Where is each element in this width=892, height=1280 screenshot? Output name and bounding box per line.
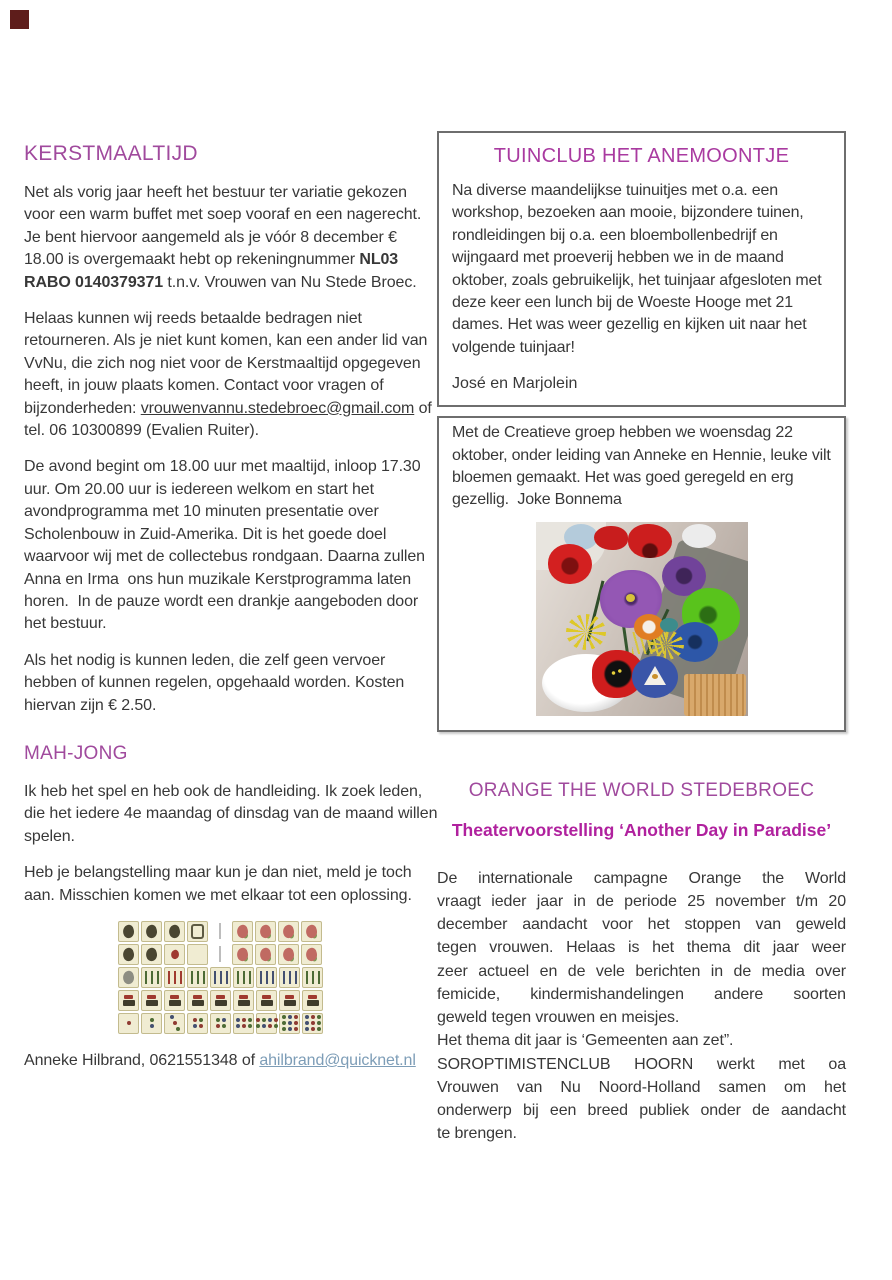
orange-paragraph-line: Het thema dit jaar is ‘Gemeenten aan zet”. bbox=[437, 1032, 734, 1050]
tuinclub-signature: José en Marjolein bbox=[452, 375, 578, 393]
mahjong-tile-row bbox=[118, 967, 330, 988]
mahjong-tile bbox=[210, 967, 231, 988]
mahjong-tile bbox=[164, 967, 185, 988]
creatieve-groep-box bbox=[437, 416, 846, 732]
mahjong-tile bbox=[141, 921, 162, 942]
flower-photo-shape bbox=[594, 526, 628, 550]
orange-paragraph bbox=[437, 867, 846, 1145]
flower-photo-shape bbox=[684, 674, 746, 716]
p1-text: Net als vorig jaar heeft het bestuur ter variatie gekozen voor een warm buffet met soep vooraf en een nagerecht. Je bent hiervoor aangemeld als je vóór 8 december € 18.00 is overgemaakt hebt op rekeningnummer bbox=[24, 184, 430, 269]
orange-paragraph-line: De internationale campagne Orange the World bbox=[437, 869, 846, 887]
bank-account-number: NL03 RABO 0140379371 bbox=[24, 251, 403, 291]
p1-text-end: t.n.v. Vrouwen van Nu Stede Broec. bbox=[163, 273, 417, 291]
orange-the-world-section bbox=[437, 780, 846, 1145]
orange-heading: ORANGE THE WORLD STEDEBROEC bbox=[468, 779, 815, 801]
gmail-email-link[interactable]: vrouwenvannu.stedebroec@gmail.com bbox=[140, 399, 415, 417]
mahjong-tile bbox=[233, 1013, 254, 1034]
mahjong-tiles-image bbox=[118, 921, 330, 1034]
mahjong-tile bbox=[301, 944, 322, 965]
kerstmaaltijd-paragraph-3: De avond begint om 18.00 uur met maaltijd, inloop 17.30 uur. Om 20.00 uur is iedereen welkom en start het avondprogramma met 10 minuten presentatie over Scholenbouw in Zuid-Amerika. Dit is het goede doel waarvoor wij met de collectebus rondgaan. Daarna zullen Anna en Irma ons hun muzikale Kerstprogramma laten horen. In de pauze wordt een drankje aangeboden door het bestuur. bbox=[24, 458, 429, 633]
mahjong-tile-row bbox=[118, 944, 330, 965]
p2-text-end: of tel. 06 10300899 (Evalien Ruiter). bbox=[24, 399, 437, 440]
orange-paragraph-line: zeer actueel en de vele berichten in de media over bbox=[437, 962, 846, 980]
theater-subheading: Theatervoorstelling ‘Another Day in Paradise’ bbox=[451, 819, 832, 840]
mahjong-tile bbox=[164, 990, 185, 1011]
mahjong-tile bbox=[302, 967, 323, 988]
kerstmaaltijd-paragraph-4: Als het nodig is kunnen leden, die zelf geen vervoer hebben of kunnen regelen, opgehaald worden. Kosten hiervan zijn € 2.50. bbox=[24, 651, 409, 714]
mahjong-tile bbox=[118, 967, 139, 988]
flower-photo-shape bbox=[610, 668, 624, 678]
p2-text: Helaas kunnen wij reeds betaalde bedragen niet retourneren. Als je niet kunt komen, kan een ander lid van VvNu, die zich nog niet voor de Kerstmaaltijd opgegeven heeft, in jouw plaats komen. Contact voor vragen of bijzonderheden: bbox=[24, 310, 432, 417]
mahjong-tile bbox=[164, 944, 185, 965]
orange-paragraph-line: vraagt ieder jaar in de periode 25 november t/m 20 bbox=[437, 893, 846, 911]
orange-paragraph-line: Vrouwen van Nu Noord-Holland samen om het bbox=[437, 1078, 846, 1096]
orange-paragraph-line: SOROPTIMISTENCLUB HOORN werkt met oa bbox=[437, 1055, 846, 1073]
orange-paragraph-line: te brengen. bbox=[437, 1125, 517, 1143]
mahjong-gap bbox=[210, 944, 230, 965]
mahjong-tile bbox=[256, 1013, 277, 1034]
tuinclub-heading: TUINCLUB HET ANEMOONTJE bbox=[493, 145, 790, 167]
mahjong-tile bbox=[118, 944, 139, 965]
mahjong-tile bbox=[187, 967, 208, 988]
mahjong-tile bbox=[118, 990, 139, 1011]
corner-mark bbox=[10, 10, 29, 29]
mahjong-tile bbox=[278, 921, 299, 942]
mahjong-tile bbox=[256, 990, 277, 1011]
mahjong-gap bbox=[210, 921, 230, 942]
flower-photo-shape bbox=[634, 614, 664, 640]
felt-flowers-photo bbox=[536, 522, 748, 716]
left-column bbox=[24, 142, 442, 1086]
mahjong-tile bbox=[232, 921, 253, 942]
mahjong-tile bbox=[210, 1013, 231, 1034]
mahjong-tile bbox=[279, 990, 300, 1011]
right-column bbox=[437, 131, 846, 1145]
flower-photo-shape bbox=[628, 524, 672, 558]
mahjong-tile bbox=[256, 967, 277, 988]
mahjong-tile bbox=[187, 944, 208, 965]
mahjong-tile bbox=[279, 1013, 300, 1034]
orange-paragraph-line: onderwerp bij een breed publiek onder de aandacht bbox=[437, 1101, 846, 1119]
mahjong-tile bbox=[210, 990, 231, 1011]
mahjong-tile bbox=[279, 967, 300, 988]
mahjong-paragraph-2: Heb je belangstelling maar kun je dan niet, meld je toch aan. Misschien komen we met elkaar tot een oplossing. bbox=[24, 864, 416, 904]
mahjong-tile bbox=[255, 944, 276, 965]
mahjong-tile bbox=[302, 1013, 323, 1034]
orange-paragraph-line: december aandacht voor het stoppen van geweld bbox=[437, 916, 846, 934]
mahjong-tile-row bbox=[118, 990, 330, 1011]
mahjong-tile bbox=[302, 990, 323, 1011]
mahjong-tile bbox=[118, 921, 139, 942]
flower-photo-shape bbox=[566, 614, 606, 650]
orange-paragraph-line: femicide, kindermishandelingen andere soorten bbox=[437, 985, 846, 1003]
orange-paragraph-line: tegen vrouwen. Helaas is het thema dit jaar weer bbox=[437, 939, 846, 957]
mahjong-tile-row bbox=[118, 921, 330, 942]
kerstmaaltijd-paragraph-1 bbox=[24, 182, 438, 294]
flower-photo-shape bbox=[652, 674, 658, 679]
tuinclub-box bbox=[437, 131, 846, 407]
orange-paragraph-line: geweld tegen vrouwen en meisjes. bbox=[437, 1009, 680, 1027]
mahjong-tile bbox=[141, 1013, 162, 1034]
mahjong-tile bbox=[233, 967, 254, 988]
mahjong-tile bbox=[255, 921, 276, 942]
flower-photo-shape bbox=[548, 544, 592, 584]
quicknet-email-link[interactable]: ahilbrand@quicknet.nl bbox=[259, 1051, 416, 1069]
mahjong-tile-row bbox=[118, 1013, 330, 1034]
mahjong-tile bbox=[187, 1013, 208, 1034]
creatieve-body: Met de Creatieve groep hebben we woensdag 22 oktober, onder leiding van Anneke en Hennie, leuke vilt bloemen gemaakt. Het was goed geregeld en erg gezellig. Joke Bonnema bbox=[452, 424, 835, 509]
mahjong-tile bbox=[301, 921, 322, 942]
tuinclub-body: Na diverse maandelijkse tuinuitjes met o.a. een workshop, bezoeken aan mooie, bijzondere tuinen, rondleidingen bij o.a. een bloembollenbedrijf en wijngaard met proeverij hebben we in de maand oktober, zoals gebruikelijk, het tuinjaar afgesloten met deze keer een lunch bij de Woeste Hooge met 21 dames. Het was weer gezellig en kijken uit naar het volgende tuinjaar! bbox=[452, 182, 826, 356]
mahjong-tile bbox=[164, 921, 185, 942]
mahjong-tile bbox=[278, 944, 299, 965]
mahjong-heading: MAH-JONG bbox=[24, 742, 128, 764]
kerstmaaltijd-heading: KERSTMAALTIJD bbox=[24, 142, 198, 165]
mahjong-contact-line bbox=[24, 1050, 438, 1072]
mahjong-tile bbox=[164, 1013, 185, 1034]
mahjong-tile bbox=[141, 967, 162, 988]
mahjong-tile bbox=[118, 1013, 139, 1034]
flower-photo-shape bbox=[660, 618, 678, 632]
flower-photo-shape bbox=[626, 594, 635, 602]
mahjong-tile bbox=[187, 990, 208, 1011]
mahjong-tile bbox=[232, 944, 253, 965]
flower-photo-shape bbox=[682, 524, 716, 548]
contact-text: Anneke Hilbrand, 0621551348 of bbox=[24, 1051, 260, 1069]
mahjong-paragraph-1: Ik heb het spel en heb ook de handleiding. Ik zoek leden, die het iedere 4e maandag of dinsdag van de maand willen spelen. bbox=[24, 782, 442, 845]
mahjong-tile bbox=[141, 944, 162, 965]
mahjong-tile bbox=[233, 990, 254, 1011]
mahjong-tile bbox=[187, 921, 208, 942]
kerstmaaltijd-paragraph-2 bbox=[24, 308, 438, 442]
mahjong-tile bbox=[141, 990, 162, 1011]
